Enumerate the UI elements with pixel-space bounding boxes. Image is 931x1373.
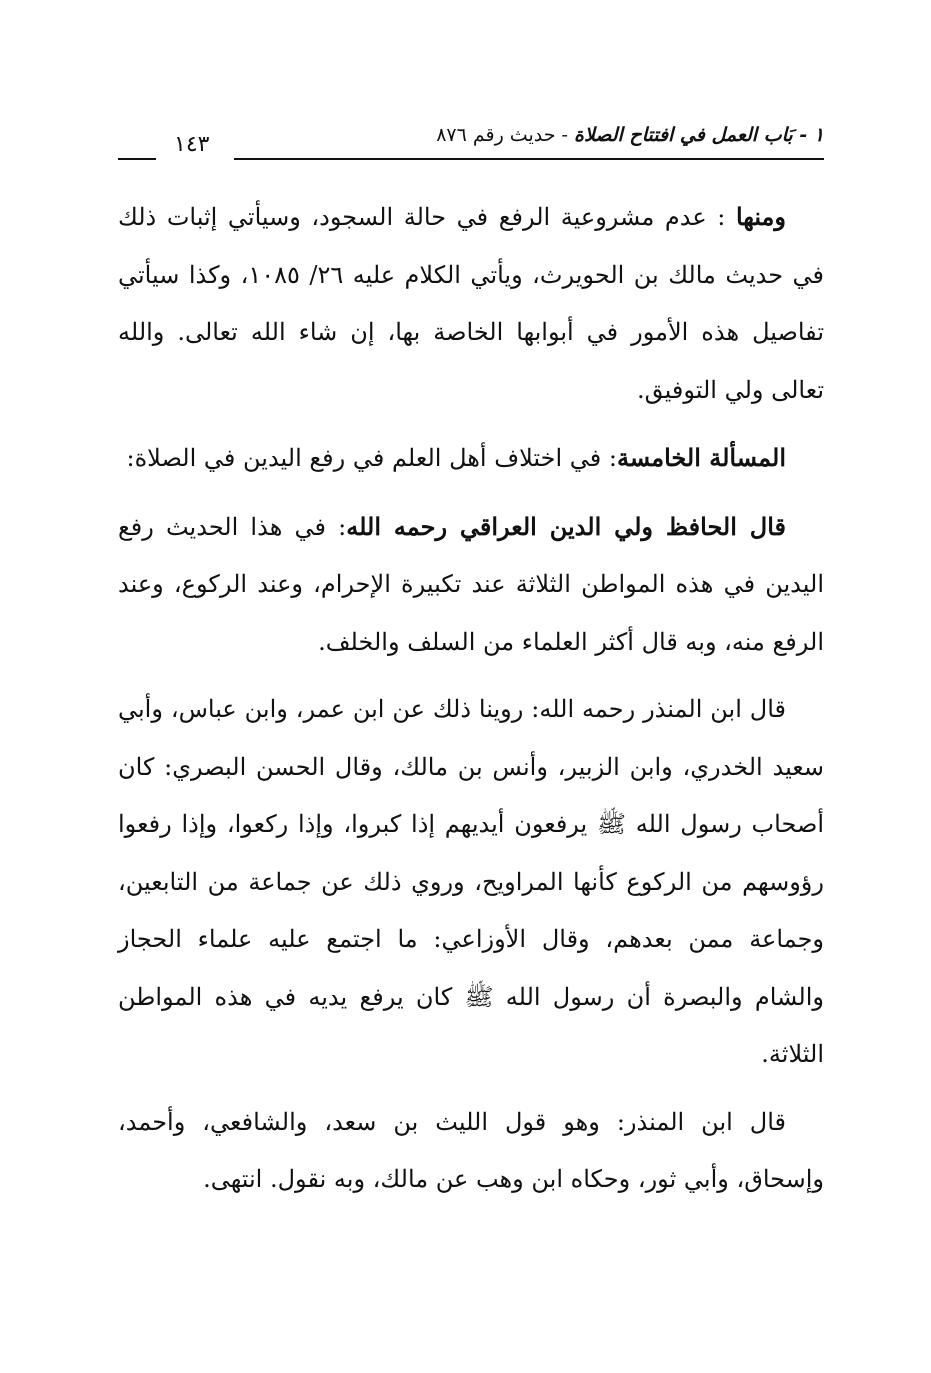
hadith-number: - حديث رقم ٨٧٦ (436, 124, 568, 146)
paragraph-text: : في اختلاف أهل العلم في رفع اليدين في الصلاة: (126, 444, 617, 472)
section-heading-paragraph (118, 429, 824, 488)
running-header-title (436, 124, 824, 146)
paragraph-text: : في هذا الحديث رفع اليدين في هذه المواطن الثلاثة عند تكبيرة الإحرام، وعند الركوع، وعند الرفع منه، وبه قال أكثر العلماء من السلف والخلف. (118, 512, 824, 656)
paragraph (118, 1094, 824, 1209)
paragraph-lead: قال الحافظ ولي الدين العراقي رحمه الله (346, 511, 787, 541)
paragraph (118, 498, 824, 672)
section-heading: المسألة الخامسة (616, 443, 786, 472)
header-rule (234, 158, 824, 160)
paragraph-text: قال ابن المنذر رحمه الله: روينا ذلك عن ابن عمر، وابن عباس، وأبي سعيد الخدري، وابن الزبير، وأنس بن مالك، وقال الحسن البصري: كان أصحاب رسول الله ﷺ يرفعون أيديهم إذا كبروا، وإذا ركعوا، وإذا رفعوا رؤوسهم من الركوع كأنها المراويح، وروي ذلك عن جماعة من التابعين، وجماعة ممن بعدهم، وقال الأوزاعي: ما اجتمع عليه علماء الحجاز والشام والبصرة أن رسول الله ﷺ كان يرفع يديه في هذه المواطن الثلاثة. (118, 695, 825, 1068)
page-number: ١٤٣ (174, 132, 210, 157)
body-text (118, 188, 824, 1219)
paragraph-text: : عدم مشروعية الرفع في حالة السجود، وسيأتي إثبات ذلك في حديث مالك بن الحويرث، ويأتي الكلام عليه ٢٦/ ١٠٨٥، وكذا سيأتي تفاصيل هذه الأمور في أبوابها الخاصة بها، إن شاء الله تعالى. والله تعالى ولي التوفيق. (118, 203, 825, 404)
running-header (118, 120, 824, 164)
chapter-title: ١ - بَاب العمل في افتتاح الصلاة (573, 124, 824, 146)
paragraph (118, 681, 824, 1084)
paragraph (118, 188, 824, 419)
paragraph-text: قال ابن المنذر: وهو قول الليث بن سعد، والشافعي، وأحمد، وإسحاق، وأبي ثور، وحكاه ابن وهب عن مالك، وبه نقول. انتهى. (118, 1107, 824, 1193)
paragraph-lead: ومنها (735, 202, 786, 231)
page-number-rule (118, 158, 156, 160)
